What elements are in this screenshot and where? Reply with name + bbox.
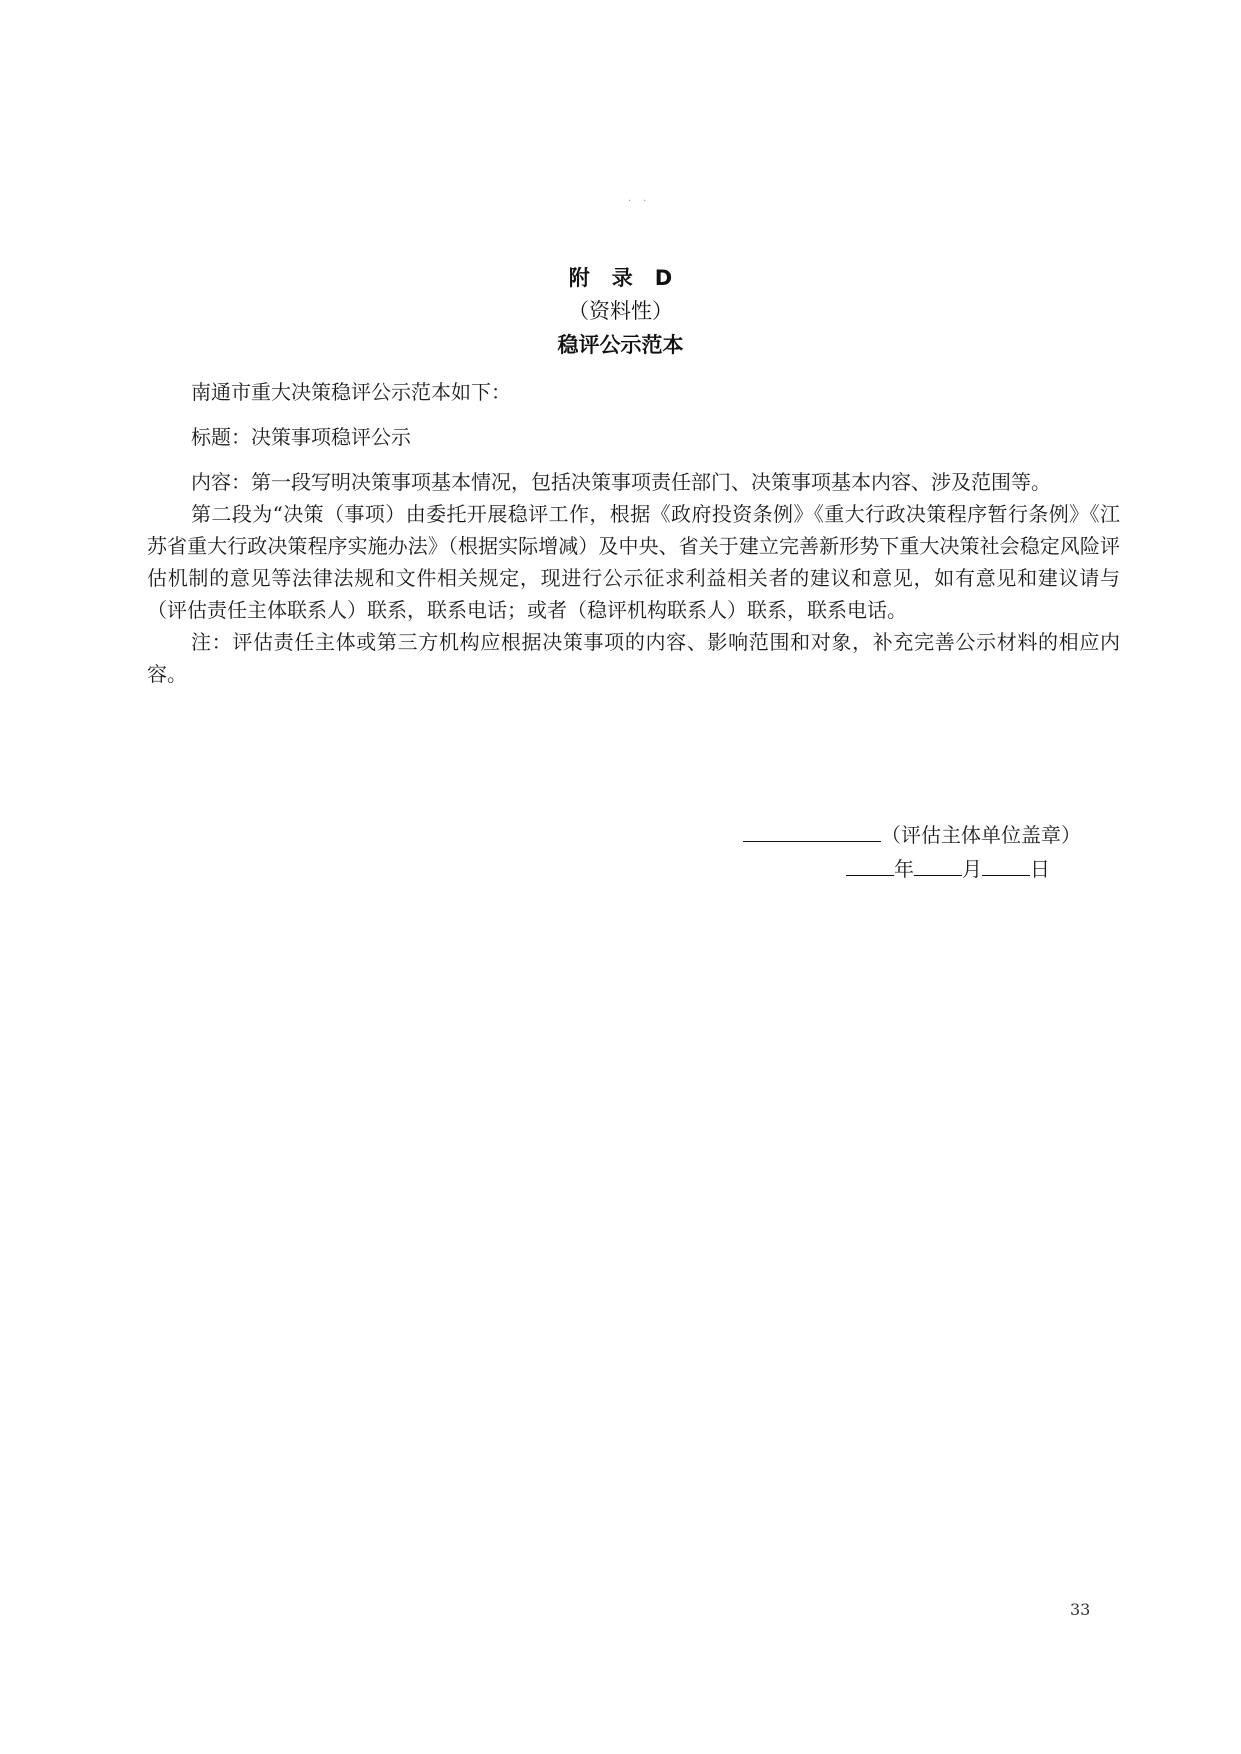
paragraph-content: 内容：第一段写明决策事项基本情况，包括决策事项责任部门、决策事项基本内容、涉及范围等。	[191, 470, 1051, 494]
paragraph-title: 标题：决策事项稳评公示	[191, 425, 411, 449]
date-row	[743, 852, 1123, 886]
year-blank-line	[846, 853, 894, 876]
appendix-name: 稳评公示范本	[557, 333, 684, 357]
body-text	[147, 376, 1120, 690]
day-label: 日	[1030, 857, 1050, 881]
month-blank-line	[914, 853, 962, 876]
stamp-label: （评估主体单位盖章）	[881, 823, 1081, 847]
paragraph-note: 注：评估责任主体或第三方机构应根据决策事项的内容、影响范围和对象，补充完善公示材料的相应内容。	[147, 630, 1120, 686]
appendix-nature: （资料性）	[568, 299, 673, 323]
month-label: 月	[962, 857, 982, 881]
stamp-blank-line	[743, 819, 881, 842]
appendix-label: 附	[568, 266, 590, 290]
paragraph-intro: 南通市重大决策稳评公示范本如下：	[191, 380, 511, 404]
appendix-letter: D	[654, 266, 673, 290]
stamp-row	[743, 818, 1123, 852]
year-label: 年	[894, 857, 914, 881]
day-blank-line	[982, 853, 1030, 876]
scan-dot-marks: ··	[628, 196, 659, 207]
signature-block	[743, 818, 1123, 886]
paragraph-second-section: 第二段为“决策（事项）由委托开展稳评工作，根据《政府投资条例》《重大行政决策程序暂行条例》《江苏省重大行政决策程序实施办法》（根据实际增减）及中央、省关于建立完善新形势下重大决策社会稳定风险评估机制的意见等法律法规和文件相关规定，现进行公示征求利益相关者的建议和意见，如有意见和建议请与（评估责任主体联系人）联系，联系电话；或者（稳评机构联系人）联系，联系电话。	[147, 502, 1120, 622]
page-number: 33	[1070, 1600, 1091, 1619]
appendix-title	[0, 262, 1241, 292]
appendix-label-2: 录	[611, 266, 633, 290]
